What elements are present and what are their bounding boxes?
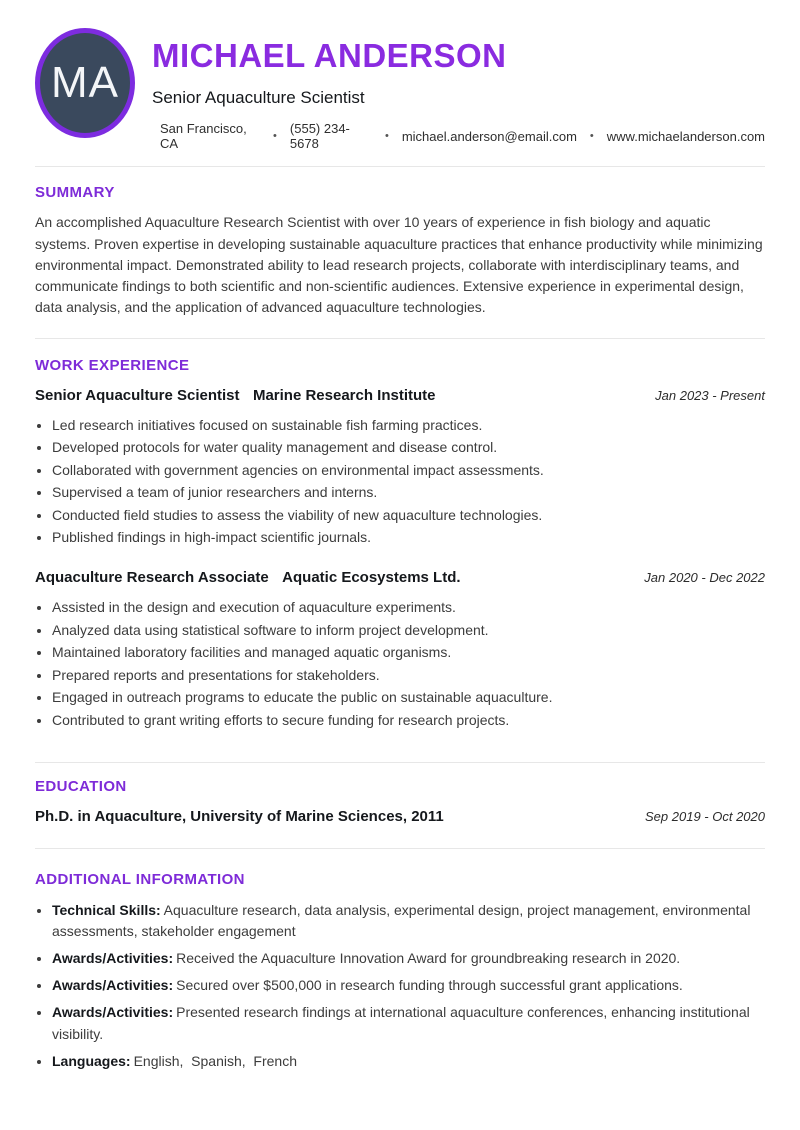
info-label: Awards/Activities: bbox=[52, 1004, 174, 1021]
avatar-initials: MA bbox=[51, 58, 119, 107]
additional-info-item bbox=[52, 948, 765, 970]
candidate-name: MICHAEL ANDERSON bbox=[152, 37, 507, 74]
job-header bbox=[35, 387, 765, 405]
job-bullet: • Analyzed data using statistical software to inform project development. bbox=[52, 620, 765, 641]
info-text: Secured over $500,000 in research funding through successful grant applications. bbox=[176, 977, 683, 994]
job-dates: Jan 2023 - Present bbox=[655, 387, 765, 403]
additional-info-item bbox=[52, 975, 765, 997]
job-bullet: • Led research initiatives focused on sustainable fish farming practices. bbox=[52, 415, 765, 436]
resume-header bbox=[35, 28, 765, 151]
contact-location: San Francisco, CA bbox=[160, 121, 247, 152]
header-text bbox=[152, 28, 765, 151]
job-bullet: • Contributed to grant writing efforts to secure funding for research projects. bbox=[52, 710, 765, 731]
contact-website: www.michaelanderson.com bbox=[606, 128, 765, 144]
contact-separator-dot: • bbox=[384, 130, 389, 143]
education-heading: EDUCATION bbox=[35, 777, 127, 795]
job-company: Aquatic Ecosystems Ltd. bbox=[282, 569, 461, 587]
avatar bbox=[35, 28, 135, 138]
job-company: Marine Research Institute bbox=[252, 386, 436, 404]
job-bullet: • Supervised a team of junior researchers and interns. bbox=[52, 482, 765, 503]
job-bullet: • Maintained laboratory facilities and managed aquatic organisms. bbox=[52, 642, 765, 663]
section-work-experience bbox=[35, 338, 765, 731]
job-position: Senior Aquaculture Scientist bbox=[35, 386, 240, 404]
contact-separator-dot: • bbox=[273, 130, 277, 143]
additional-info-item bbox=[52, 900, 765, 943]
job-bullet: • Collaborated with government agencies on environmental impact assessments. bbox=[52, 460, 765, 481]
job-bullet-list bbox=[35, 415, 765, 549]
additional-info-list bbox=[35, 900, 765, 1073]
contact-email: michael.anderson@email.com bbox=[401, 128, 577, 144]
job-bullet: • Assisted in the design and execution of aquaculture experiments. bbox=[52, 597, 765, 618]
info-label: Awards/Activities: bbox=[52, 950, 174, 967]
job-bullet: • Developed protocols for water quality management and disease control. bbox=[52, 437, 765, 458]
job-entry bbox=[35, 387, 765, 549]
section-summary bbox=[35, 166, 765, 318]
work-experience-heading: WORK EXPERIENCE bbox=[35, 356, 190, 374]
job-bullet: • Engaged in outreach programs to educate the public on sustainable aquaculture. bbox=[52, 687, 765, 708]
candidate-job-title: Senior Aquaculture Scientist bbox=[152, 88, 365, 108]
info-text: Received the Aquaculture Innovation Award for groundbreaking research in 2020. bbox=[176, 950, 681, 967]
contact-separator-dot: • bbox=[589, 130, 594, 143]
job-bullet: • Prepared reports and presentations for stakeholders. bbox=[52, 665, 765, 686]
contact-phone: (555) 234-5678 bbox=[289, 121, 350, 152]
job-bullet: • Published findings in high-impact scientific journals. bbox=[52, 527, 765, 548]
contact-line bbox=[160, 121, 765, 151]
section-education bbox=[35, 762, 765, 848]
education-dates: Sep 2019 - Oct 2020 bbox=[645, 808, 765, 824]
job-header bbox=[35, 569, 765, 587]
job-bullet: • Conducted field studies to assess the viability of new aquaculture technologies. bbox=[52, 505, 765, 526]
job-bullet-list bbox=[35, 597, 765, 731]
section-additional-information bbox=[35, 848, 765, 1073]
job-title-line bbox=[35, 387, 436, 405]
summary-text: An accomplished Aquaculture Research Scientist with over 10 years of experience in fish biology and aquatic systems. Proven expertise in developing sustainable aquaculture practices that enhance productivity while minimizing environmental impact. Demonstrated ability to lead research projects, collaborate with interdisciplinary teams, and communicate findings to both scientific and non-scientific audiences. Extensive experience in experimental design, data analysis, and the application of advanced aquaculture technologies. bbox=[35, 214, 763, 316]
info-text: English, Spanish, French bbox=[133, 1052, 297, 1069]
education-degree: Ph.D. in Aquaculture, University of Marine Sciences, 2011 bbox=[35, 807, 444, 825]
job-title-line bbox=[35, 569, 461, 587]
job-entry bbox=[35, 569, 765, 731]
job-position: Aquaculture Research Associate bbox=[35, 569, 269, 587]
info-text: Presented research findings at international aquaculture conferences, enhancing institutional visibility. bbox=[52, 1004, 754, 1042]
education-entry bbox=[35, 808, 765, 848]
info-text: Aquaculture research, data analysis, experimental design, project management, environmental assessments, stakeholder engagement bbox=[52, 901, 755, 940]
additional-info-item bbox=[52, 1051, 765, 1073]
job-dates: Jan 2020 - Dec 2022 bbox=[644, 570, 765, 586]
additional-info-item bbox=[52, 1002, 765, 1045]
additional-information-heading: ADDITIONAL INFORMATION bbox=[35, 870, 245, 888]
info-label: Languages: bbox=[52, 1052, 131, 1069]
summary-heading: SUMMARY bbox=[35, 184, 115, 202]
info-label: Technical Skills: bbox=[52, 901, 161, 918]
info-label: Awards/Activities: bbox=[52, 977, 174, 994]
